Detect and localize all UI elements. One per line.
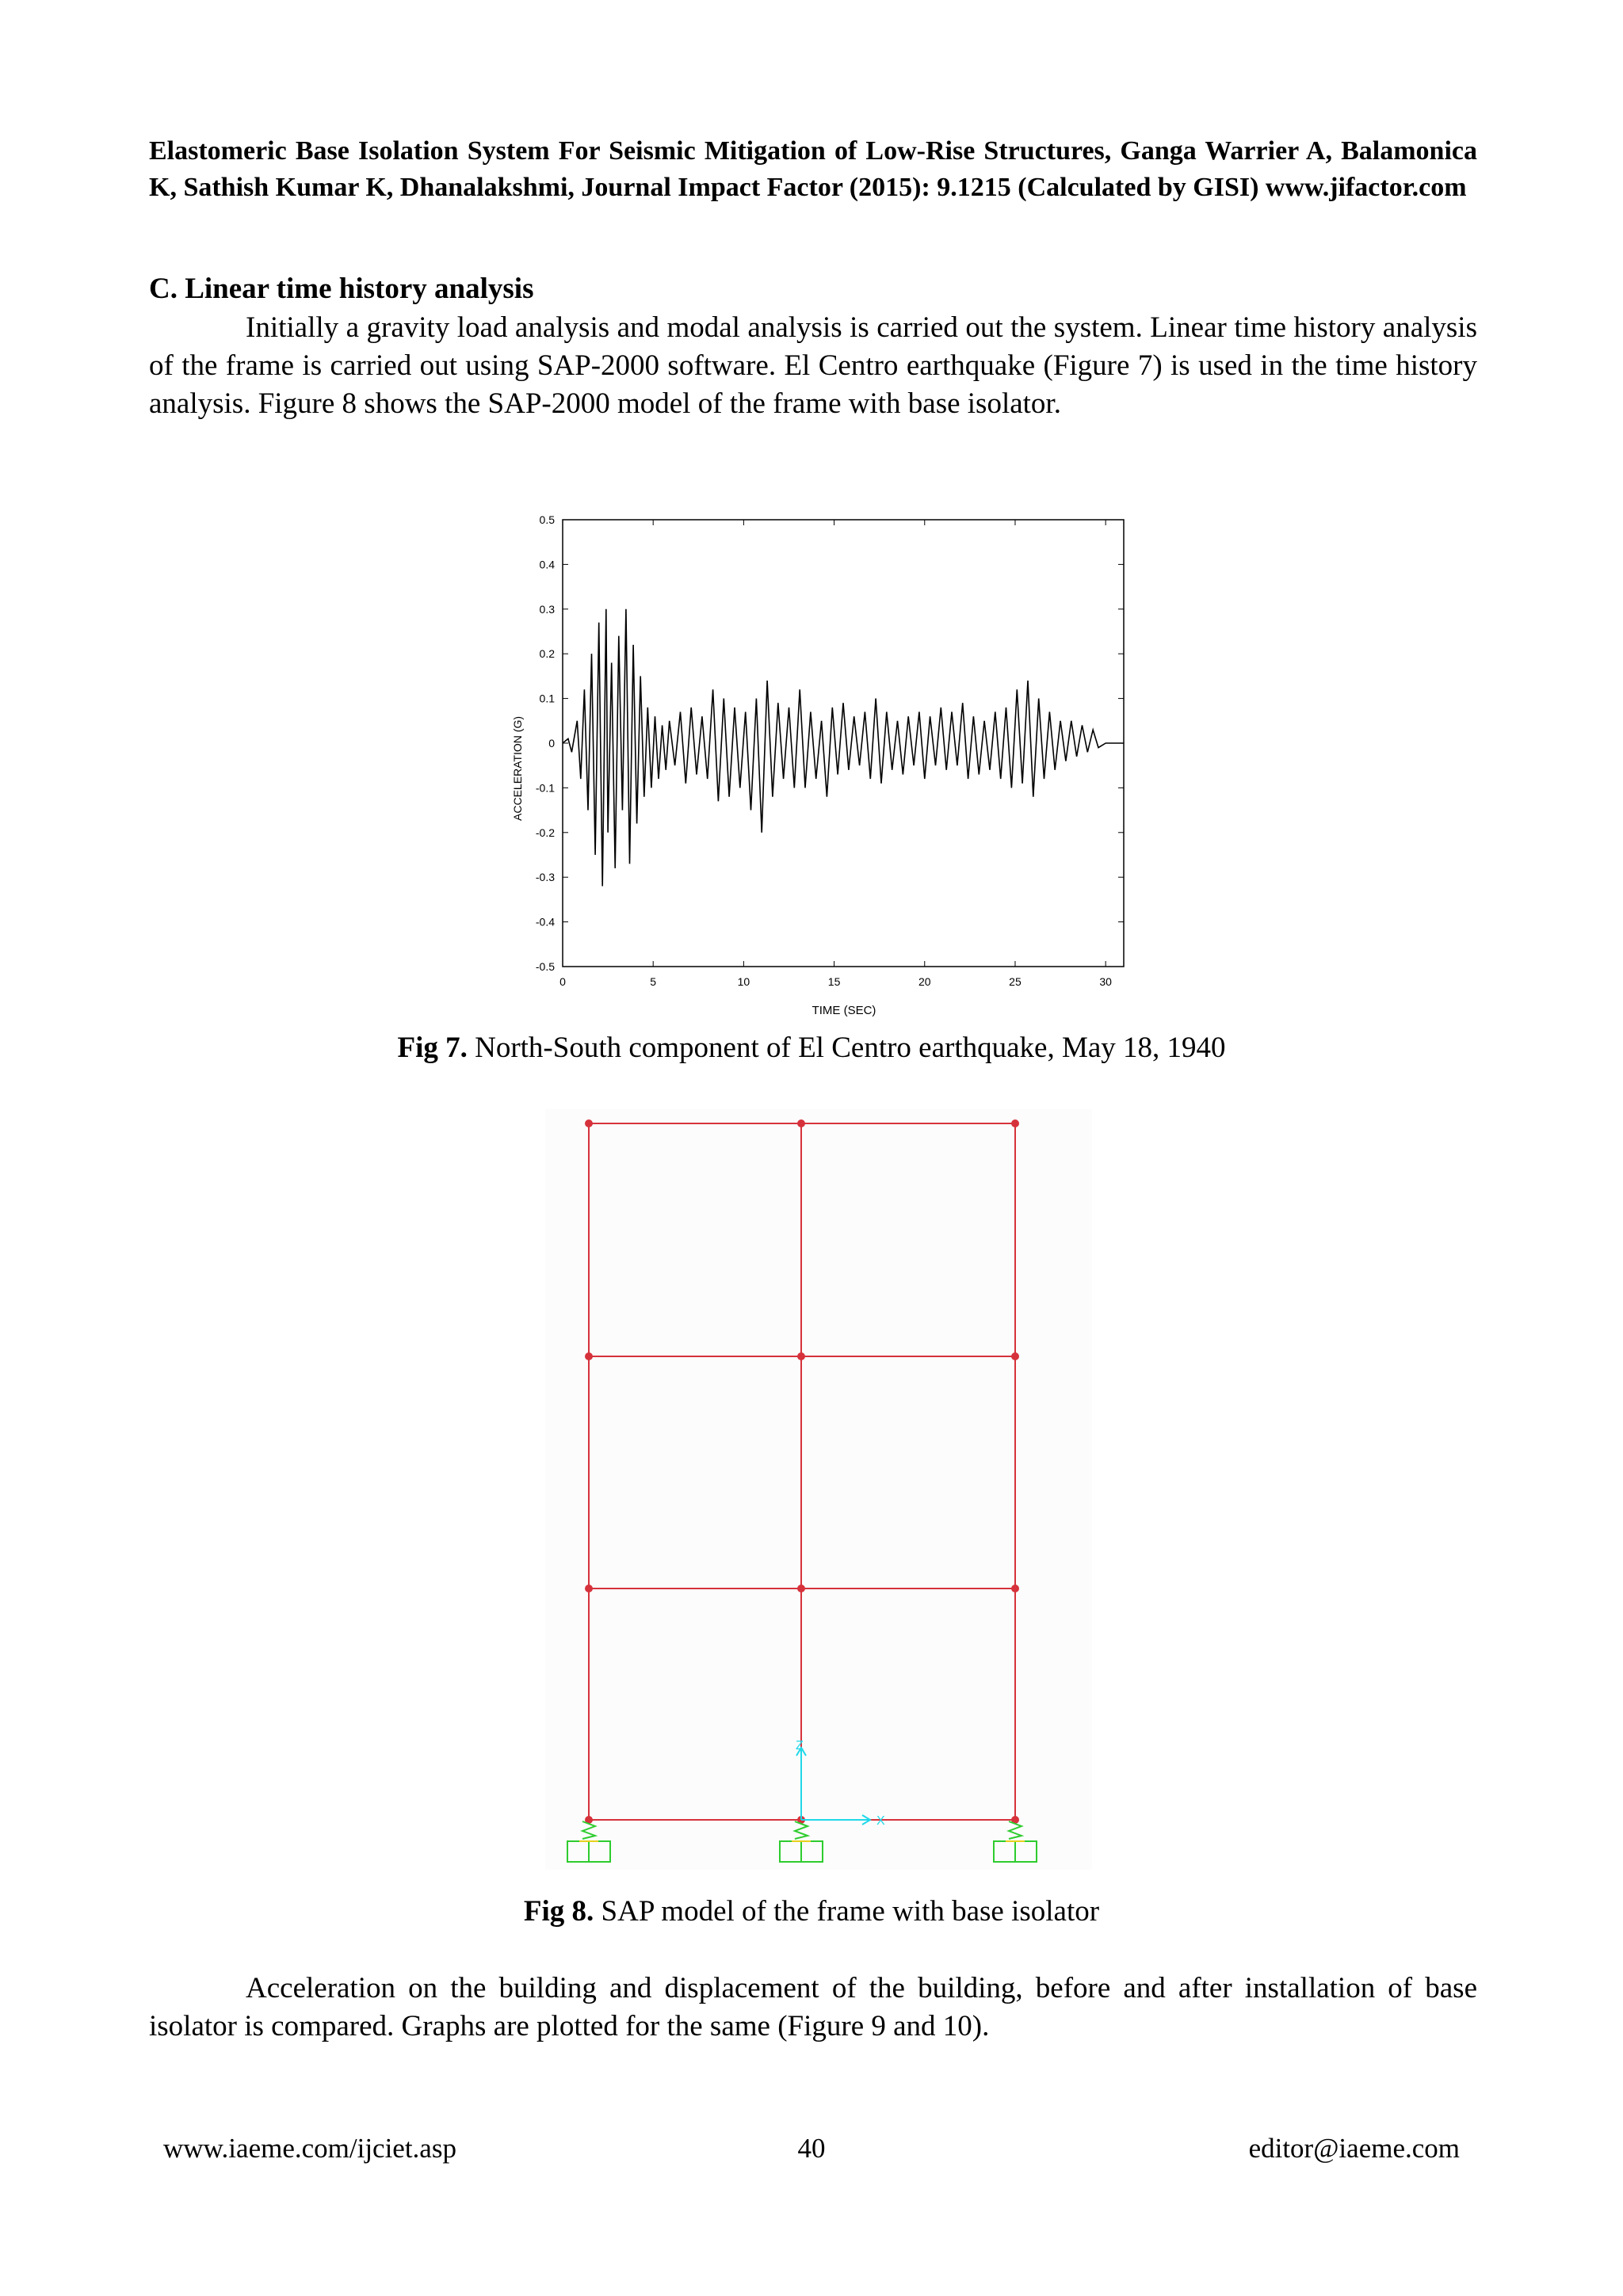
frame-background (545, 1109, 1092, 1870)
y-tick-label: 0.2 (539, 647, 555, 661)
x-tick-label: 25 (1009, 975, 1022, 988)
x-tick-label: 20 (918, 975, 931, 988)
paragraph-comparison: Acceleration on the building and displacement of the building, before and after installation of base isolator is compared. Graphs are plotted for the same (Figure 9 and 10). (149, 1972, 1477, 2042)
fig8-caption (0, 1894, 1623, 1930)
footer-page-number: 40 (797, 2133, 826, 2164)
axis-x-label: X (876, 1814, 885, 1828)
footer-email[interactable]: editor@iaeme.com (1248, 2133, 1460, 2164)
y-tick-label: 0.5 (539, 513, 555, 526)
footer-website[interactable]: www.iaeme.com/ijciet.asp (163, 2133, 456, 2164)
sap-frame-svg (545, 1109, 1092, 1870)
journal-citation-header: Elastomeric Base Isolation System For Seismic Mitigation of Low-Rise Structures, Ganga Warrier A, Balamonica K, Sathish Kumar K, Dhanalakshmi, Journal Impact Factor (2015): 9.1215 (Calculated by GISI) www.jifactor.com (149, 136, 1477, 202)
section-heading: C. Linear time history analysis (149, 273, 534, 305)
y-tick-label: -0.4 (535, 915, 555, 929)
y-tick-label: -0.1 (535, 781, 555, 795)
y-tick-label: -0.2 (535, 826, 555, 839)
fig7-caption (0, 1030, 1623, 1066)
fig7-label: Fig 7. (397, 1032, 468, 1064)
fig7-caption-text: North-South component of El Centro earthquake, May 18, 1940 (467, 1032, 1226, 1064)
acceleration-chart-svg (491, 507, 1141, 1022)
fig8-frame-model (545, 1109, 1092, 1870)
x-tick-label: 5 (650, 975, 657, 988)
y-tick-label: 0.3 (539, 602, 555, 616)
fig8-label: Fig 8. (523, 1895, 594, 1928)
y-tick-label: -0.5 (535, 960, 555, 973)
x-tick-label: 0 (559, 975, 566, 988)
fig8-caption-text: SAP model of the frame with base isolator (594, 1895, 1100, 1928)
y-tick-label: 0 (548, 737, 555, 749)
y-tick-label: -0.3 (535, 871, 555, 884)
fig7-chart (491, 507, 1141, 1022)
x-axis-label: TIME (SEC) (812, 1004, 876, 1017)
x-tick-label: 15 (827, 975, 841, 988)
axis-z-label: Z (796, 1739, 804, 1753)
y-axis-label: ACCELERATION (G) (511, 716, 524, 821)
acceleration-series-line (563, 609, 1124, 887)
y-tick-label: 0.1 (539, 692, 555, 705)
paragraph-time-history: Initially a gravity load analysis and modal analysis is carried out the system. Linear time history analysis of the frame is carried out using SAP-2000 software. El Centro earthquake (Figure 7) is used in the time history analysis. Figure 8 shows the SAP-2000 model of the frame with base isolator. (149, 311, 1477, 420)
x-tick-label: 30 (1099, 975, 1112, 988)
y-tick-label: 0.4 (539, 558, 555, 571)
x-tick-label: 10 (737, 975, 750, 988)
